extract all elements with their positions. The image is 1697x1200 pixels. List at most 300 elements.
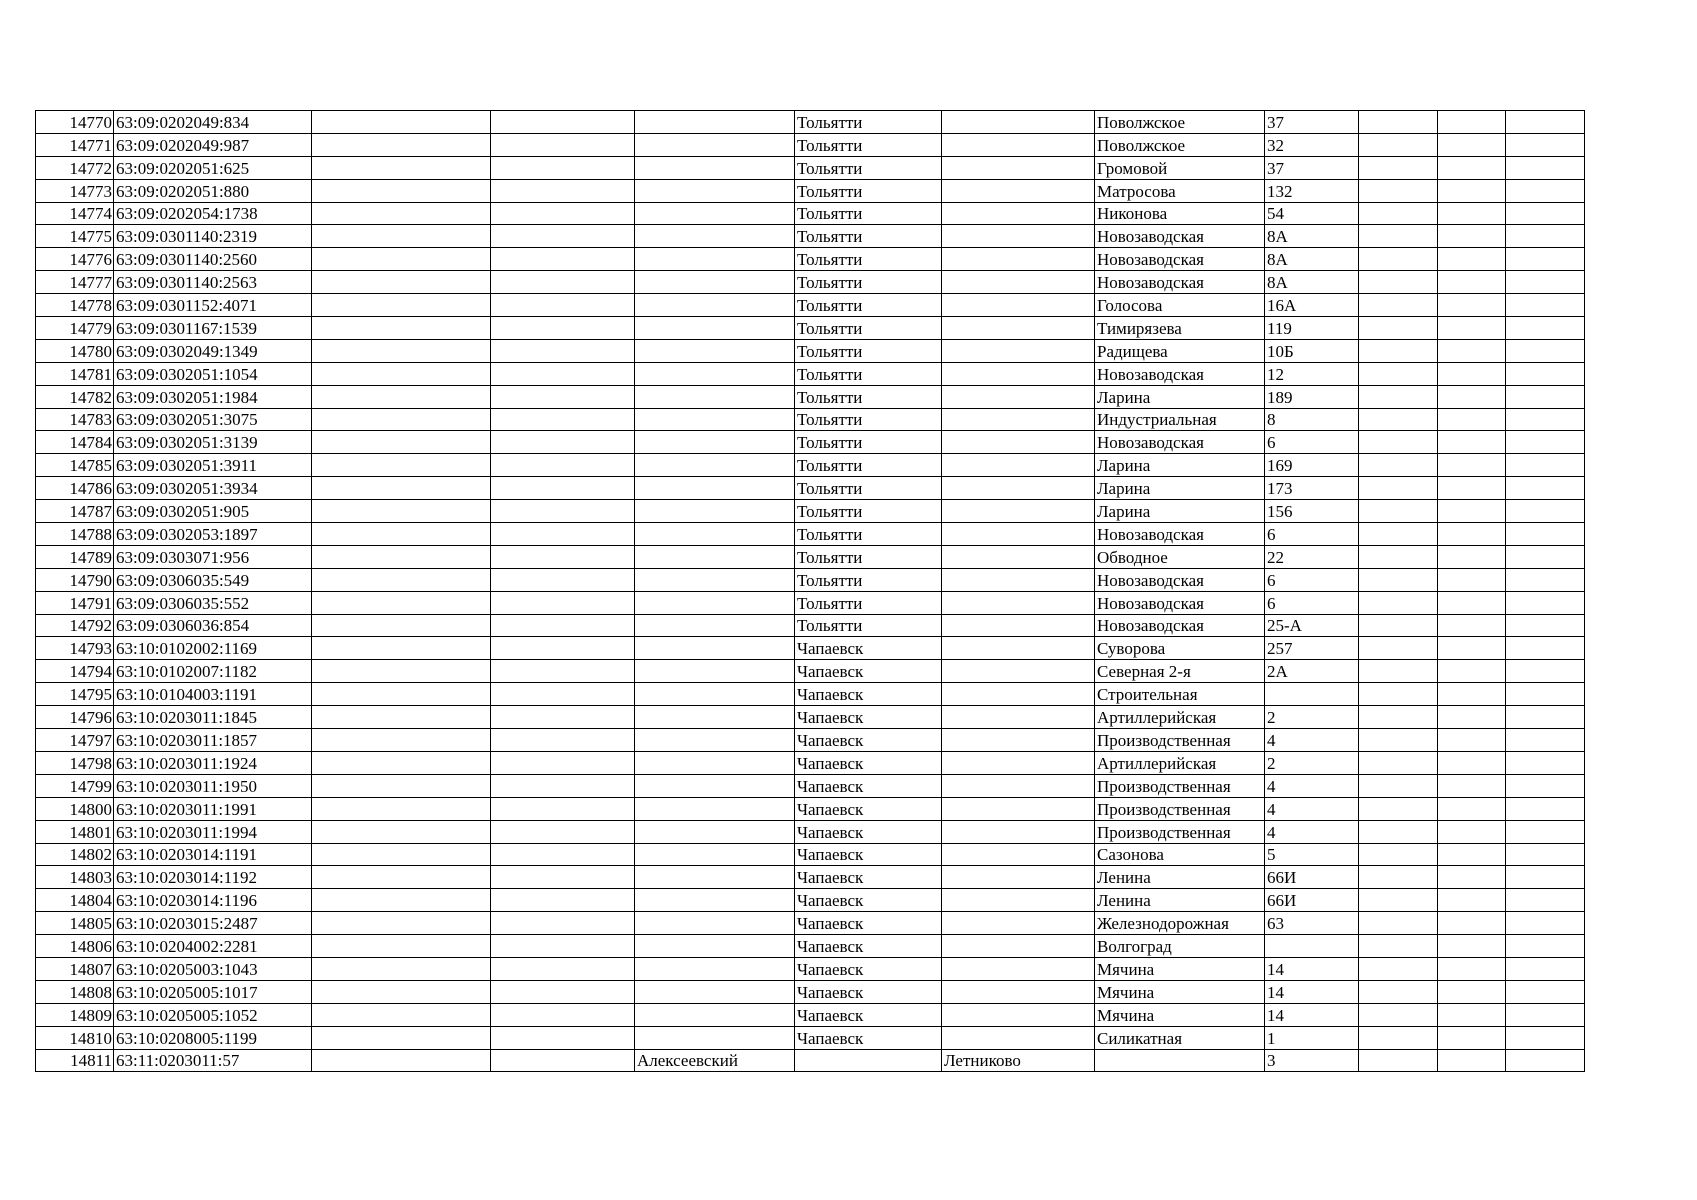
row-number-cell: 14773: [36, 179, 114, 202]
table-row: [36, 843, 1585, 866]
locality-cell: [942, 111, 1095, 134]
table-row: [36, 385, 1585, 408]
col-4-cell: [491, 957, 635, 980]
col-10-cell: [1359, 431, 1438, 454]
city-cell: Чапаевск: [795, 889, 942, 912]
col-10-cell: [1359, 706, 1438, 729]
col-10-cell: [1359, 111, 1438, 134]
house-number-cell: 8А: [1265, 271, 1359, 294]
col-10-cell: [1359, 523, 1438, 546]
street-cell: Производственная: [1095, 820, 1265, 843]
col-10-cell: [1359, 202, 1438, 225]
col-11-cell: [1438, 454, 1506, 477]
col-4-cell: [491, 1026, 635, 1049]
district-cell: [635, 133, 795, 156]
row-number-cell: 14796: [36, 706, 114, 729]
city-cell: Чапаевск: [795, 774, 942, 797]
row-number-cell: 14801: [36, 820, 114, 843]
city-cell: Чапаевск: [795, 980, 942, 1003]
col-10-cell: [1359, 500, 1438, 523]
cadastral-number-cell: 63:10:0104003:1191: [114, 683, 312, 706]
row-number-cell: 14811: [36, 1049, 114, 1072]
col-3-cell: [312, 797, 491, 820]
row-number-cell: 14770: [36, 111, 114, 134]
row-number-cell: 14802: [36, 843, 114, 866]
col-12-cell: [1506, 751, 1585, 774]
cadastral-number-cell: 63:09:0301140:2563: [114, 271, 312, 294]
col-10-cell: [1359, 614, 1438, 637]
city-cell: Тольятти: [795, 225, 942, 248]
col-4-cell: [491, 225, 635, 248]
col-10-cell: [1359, 889, 1438, 912]
col-10-cell: [1359, 385, 1438, 408]
col-12-cell: [1506, 774, 1585, 797]
col-4-cell: [491, 362, 635, 385]
col-10-cell: [1359, 751, 1438, 774]
city-cell: Тольятти: [795, 248, 942, 271]
cadastral-number-cell: 63:10:0203011:1924: [114, 751, 312, 774]
locality-cell: [942, 797, 1095, 820]
col-3-cell: [312, 523, 491, 546]
city-cell: Чапаевск: [795, 706, 942, 729]
col-4-cell: [491, 317, 635, 340]
table-row: [36, 568, 1585, 591]
house-number-cell: 6: [1265, 568, 1359, 591]
cadastral-number-cell: 63:09:0302051:3075: [114, 408, 312, 431]
col-12-cell: [1506, 523, 1585, 546]
col-4-cell: [491, 385, 635, 408]
row-number-cell: 14791: [36, 591, 114, 614]
district-cell: [635, 660, 795, 683]
city-cell: Чапаевск: [795, 729, 942, 752]
col-12-cell: [1506, 202, 1585, 225]
table-row: [36, 248, 1585, 271]
col-4-cell: [491, 774, 635, 797]
house-number-cell: 2: [1265, 706, 1359, 729]
col-3-cell: [312, 431, 491, 454]
city-cell: Тольятти: [795, 111, 942, 134]
col-3-cell: [312, 935, 491, 958]
col-11-cell: [1438, 774, 1506, 797]
locality-cell: [942, 980, 1095, 1003]
table-row: [36, 637, 1585, 660]
col-11-cell: [1438, 202, 1506, 225]
col-4-cell: [491, 1049, 635, 1072]
cadastral-number-cell: 63:09:0302051:1984: [114, 385, 312, 408]
city-cell: Чапаевск: [795, 797, 942, 820]
table-row: [36, 957, 1585, 980]
col-4-cell: [491, 729, 635, 752]
col-10-cell: [1359, 683, 1438, 706]
col-4-cell: [491, 431, 635, 454]
col-4-cell: [491, 660, 635, 683]
locality-cell: [942, 706, 1095, 729]
table-row: [36, 820, 1585, 843]
col-3-cell: [312, 477, 491, 500]
col-3-cell: [312, 820, 491, 843]
city-cell: Тольятти: [795, 431, 942, 454]
col-10-cell: [1359, 133, 1438, 156]
col-10-cell: [1359, 156, 1438, 179]
col-3-cell: [312, 545, 491, 568]
district-cell: [635, 500, 795, 523]
col-3-cell: [312, 111, 491, 134]
col-12-cell: [1506, 889, 1585, 912]
col-3-cell: [312, 683, 491, 706]
row-number-cell: 14793: [36, 637, 114, 660]
district-cell: [635, 706, 795, 729]
district-cell: [635, 912, 795, 935]
col-4-cell: [491, 912, 635, 935]
city-cell: Тольятти: [795, 385, 942, 408]
table-row: [36, 797, 1585, 820]
row-number-cell: 14807: [36, 957, 114, 980]
col-11-cell: [1438, 523, 1506, 546]
house-number-cell: 257: [1265, 637, 1359, 660]
col-10-cell: [1359, 660, 1438, 683]
district-cell: [635, 362, 795, 385]
house-number-cell: 6: [1265, 591, 1359, 614]
row-number-cell: 14776: [36, 248, 114, 271]
col-10-cell: [1359, 866, 1438, 889]
house-number-cell: 132: [1265, 179, 1359, 202]
district-cell: [635, 248, 795, 271]
house-number-cell: 3: [1265, 1049, 1359, 1072]
city-cell: Тольятти: [795, 568, 942, 591]
cadastral-number-cell: 63:09:0202049:834: [114, 111, 312, 134]
col-4-cell: [491, 614, 635, 637]
district-cell: [635, 545, 795, 568]
row-number-cell: 14778: [36, 294, 114, 317]
col-12-cell: [1506, 820, 1585, 843]
street-cell: Тимирязева: [1095, 317, 1265, 340]
house-number-cell: 16А: [1265, 294, 1359, 317]
cadastral-number-cell: 63:10:0203011:1991: [114, 797, 312, 820]
city-cell: Чапаевск: [795, 751, 942, 774]
house-number-cell: 63: [1265, 912, 1359, 935]
col-4-cell: [491, 637, 635, 660]
locality-cell: [942, 339, 1095, 362]
table-row: [36, 1003, 1585, 1026]
table-row: [36, 889, 1585, 912]
cadastral-number-cell: 63:09:0302051:3139: [114, 431, 312, 454]
col-4-cell: [491, 271, 635, 294]
district-cell: [635, 774, 795, 797]
col-10-cell: [1359, 820, 1438, 843]
locality-cell: [942, 294, 1095, 317]
street-cell: Ленина: [1095, 889, 1265, 912]
col-11-cell: [1438, 225, 1506, 248]
house-number-cell: 189: [1265, 385, 1359, 408]
row-number-cell: 14800: [36, 797, 114, 820]
table-row: [36, 477, 1585, 500]
house-number-cell: 10Б: [1265, 339, 1359, 362]
col-11-cell: [1438, 339, 1506, 362]
col-3-cell: [312, 225, 491, 248]
table-row: [36, 317, 1585, 340]
locality-cell: [942, 202, 1095, 225]
col-3-cell: [312, 133, 491, 156]
col-12-cell: [1506, 408, 1585, 431]
street-cell: Матросова: [1095, 179, 1265, 202]
col-10-cell: [1359, 248, 1438, 271]
col-10-cell: [1359, 957, 1438, 980]
row-number-cell: 14797: [36, 729, 114, 752]
table-row: [36, 339, 1585, 362]
house-number-cell: 5: [1265, 843, 1359, 866]
row-number-cell: 14809: [36, 1003, 114, 1026]
district-cell: [635, 935, 795, 958]
col-12-cell: [1506, 866, 1585, 889]
col-10-cell: [1359, 454, 1438, 477]
col-11-cell: [1438, 820, 1506, 843]
district-cell: [635, 591, 795, 614]
table-row: [36, 133, 1585, 156]
col-10-cell: [1359, 1026, 1438, 1049]
cadastral-number-cell: 63:10:0203011:1857: [114, 729, 312, 752]
col-11-cell: [1438, 912, 1506, 935]
cadastral-number-cell: 63:09:0306035:549: [114, 568, 312, 591]
row-number-cell: 14789: [36, 545, 114, 568]
col-3-cell: [312, 889, 491, 912]
street-cell: Производственная: [1095, 729, 1265, 752]
col-3-cell: [312, 980, 491, 1003]
street-cell: [1095, 1049, 1265, 1072]
col-10-cell: [1359, 729, 1438, 752]
cadastral-number-cell: 63:10:0208005:1199: [114, 1026, 312, 1049]
cadastral-number-cell: 63:10:0102007:1182: [114, 660, 312, 683]
locality-cell: [942, 774, 1095, 797]
district-cell: [635, 637, 795, 660]
row-number-cell: 14808: [36, 980, 114, 1003]
col-11-cell: [1438, 706, 1506, 729]
col-11-cell: [1438, 660, 1506, 683]
street-cell: Строительная: [1095, 683, 1265, 706]
cadastral-number-cell: 63:10:0205003:1043: [114, 957, 312, 980]
col-4-cell: [491, 935, 635, 958]
col-12-cell: [1506, 271, 1585, 294]
locality-cell: [942, 385, 1095, 408]
col-12-cell: [1506, 591, 1585, 614]
district-cell: [635, 477, 795, 500]
col-12-cell: [1506, 225, 1585, 248]
locality-cell: [942, 156, 1095, 179]
cadastral-number-cell: 63:10:0205005:1017: [114, 980, 312, 1003]
locality-cell: [942, 133, 1095, 156]
col-10-cell: [1359, 980, 1438, 1003]
city-cell: Тольятти: [795, 408, 942, 431]
col-12-cell: [1506, 935, 1585, 958]
house-number-cell: 22: [1265, 545, 1359, 568]
cadastral-number-cell: 63:09:0306036:854: [114, 614, 312, 637]
street-cell: Северная 2-я: [1095, 660, 1265, 683]
cadastral-number-cell: 63:09:0301152:4071: [114, 294, 312, 317]
city-cell: Чапаевск: [795, 957, 942, 980]
col-10-cell: [1359, 591, 1438, 614]
street-cell: Ларина: [1095, 385, 1265, 408]
cadastral-number-cell: 63:11:0203011:57: [114, 1049, 312, 1072]
locality-cell: [942, 912, 1095, 935]
city-cell: Тольятти: [795, 156, 942, 179]
col-3-cell: [312, 1049, 491, 1072]
cadastral-number-cell: 63:09:0302051:3911: [114, 454, 312, 477]
house-number-cell: 4: [1265, 797, 1359, 820]
col-3-cell: [312, 500, 491, 523]
cadastral-number-cell: 63:10:0205005:1052: [114, 1003, 312, 1026]
house-number-cell: 66И: [1265, 889, 1359, 912]
district-cell: [635, 523, 795, 546]
row-number-cell: 14805: [36, 912, 114, 935]
table-row: [36, 111, 1585, 134]
city-cell: Тольятти: [795, 133, 942, 156]
district-cell: [635, 271, 795, 294]
cadastral-number-cell: 63:09:0202054:1738: [114, 202, 312, 225]
street-cell: Новозаводская: [1095, 431, 1265, 454]
col-11-cell: [1438, 980, 1506, 1003]
col-11-cell: [1438, 729, 1506, 752]
row-number-cell: 14771: [36, 133, 114, 156]
col-12-cell: [1506, 133, 1585, 156]
col-12-cell: [1506, 706, 1585, 729]
locality-cell: [942, 660, 1095, 683]
house-number-cell: [1265, 935, 1359, 958]
street-cell: Новозаводская: [1095, 614, 1265, 637]
cadastral-number-cell: 63:10:0203014:1196: [114, 889, 312, 912]
col-4-cell: [491, 706, 635, 729]
table-row: [36, 545, 1585, 568]
col-12-cell: [1506, 637, 1585, 660]
col-11-cell: [1438, 362, 1506, 385]
city-cell: Чапаевск: [795, 637, 942, 660]
table-row: [36, 156, 1585, 179]
col-3-cell: [312, 774, 491, 797]
table-row: [36, 866, 1585, 889]
col-11-cell: [1438, 111, 1506, 134]
street-cell: Новозаводская: [1095, 362, 1265, 385]
district-cell: [635, 179, 795, 202]
city-cell: [795, 1049, 942, 1072]
table-row: [36, 774, 1585, 797]
district-cell: [635, 751, 795, 774]
city-cell: Чапаевск: [795, 1003, 942, 1026]
table-row: [36, 500, 1585, 523]
street-cell: Суворова: [1095, 637, 1265, 660]
col-4-cell: [491, 294, 635, 317]
col-4-cell: [491, 408, 635, 431]
col-11-cell: [1438, 500, 1506, 523]
street-cell: Новозаводская: [1095, 248, 1265, 271]
col-11-cell: [1438, 1049, 1506, 1072]
street-cell: Производственная: [1095, 774, 1265, 797]
col-10-cell: [1359, 179, 1438, 202]
col-11-cell: [1438, 385, 1506, 408]
city-cell: Тольятти: [795, 271, 942, 294]
street-cell: Артиллерийская: [1095, 706, 1265, 729]
row-number-cell: 14784: [36, 431, 114, 454]
district-cell: [635, 797, 795, 820]
street-cell: Силикатная: [1095, 1026, 1265, 1049]
table-row: [36, 591, 1585, 614]
city-cell: Тольятти: [795, 591, 942, 614]
city-cell: Чапаевск: [795, 935, 942, 958]
row-number-cell: 14790: [36, 568, 114, 591]
district-cell: [635, 568, 795, 591]
col-3-cell: [312, 317, 491, 340]
street-cell: Новозаводская: [1095, 591, 1265, 614]
col-11-cell: [1438, 683, 1506, 706]
col-3-cell: [312, 614, 491, 637]
district-cell: [635, 957, 795, 980]
locality-cell: [942, 179, 1095, 202]
col-11-cell: [1438, 1026, 1506, 1049]
col-12-cell: [1506, 500, 1585, 523]
locality-cell: [942, 408, 1095, 431]
table-row: [36, 1049, 1585, 1072]
district-cell: [635, 820, 795, 843]
col-11-cell: [1438, 317, 1506, 340]
col-10-cell: [1359, 271, 1438, 294]
city-cell: Чапаевск: [795, 912, 942, 935]
district-cell: [635, 156, 795, 179]
col-3-cell: [312, 660, 491, 683]
col-12-cell: [1506, 980, 1585, 1003]
col-11-cell: [1438, 568, 1506, 591]
cadastral-number-cell: 63:09:0303071:956: [114, 545, 312, 568]
row-number-cell: 14783: [36, 408, 114, 431]
street-cell: Новозаводская: [1095, 523, 1265, 546]
col-12-cell: [1506, 179, 1585, 202]
district-cell: [635, 294, 795, 317]
table-row: [36, 431, 1585, 454]
cadastral-number-cell: 63:10:0203011:1950: [114, 774, 312, 797]
col-11-cell: [1438, 935, 1506, 958]
house-number-cell: 12: [1265, 362, 1359, 385]
row-number-cell: 14772: [36, 156, 114, 179]
district-cell: [635, 317, 795, 340]
house-number-cell: 169: [1265, 454, 1359, 477]
house-number-cell: 14: [1265, 957, 1359, 980]
col-11-cell: [1438, 1003, 1506, 1026]
col-11-cell: [1438, 271, 1506, 294]
table-row: [36, 362, 1585, 385]
cadastral-number-cell: 63:10:0203011:1994: [114, 820, 312, 843]
table-row: [36, 706, 1585, 729]
table-row: [36, 980, 1585, 1003]
locality-cell: [942, 614, 1095, 637]
house-number-cell: 6: [1265, 523, 1359, 546]
cadastral-number-cell: 63:09:0301167:1539: [114, 317, 312, 340]
street-cell: Голосова: [1095, 294, 1265, 317]
col-11-cell: [1438, 294, 1506, 317]
col-12-cell: [1506, 568, 1585, 591]
street-cell: Сазонова: [1095, 843, 1265, 866]
col-11-cell: [1438, 156, 1506, 179]
locality-cell: [942, 545, 1095, 568]
col-3-cell: [312, 156, 491, 179]
locality-cell: [942, 271, 1095, 294]
col-12-cell: [1506, 362, 1585, 385]
row-number-cell: 14786: [36, 477, 114, 500]
table-row: [36, 660, 1585, 683]
col-10-cell: [1359, 912, 1438, 935]
street-cell: Новозаводская: [1095, 271, 1265, 294]
col-4-cell: [491, 866, 635, 889]
street-cell: Производственная: [1095, 797, 1265, 820]
col-12-cell: [1506, 111, 1585, 134]
col-4-cell: [491, 820, 635, 843]
locality-cell: [942, 591, 1095, 614]
locality-cell: [942, 248, 1095, 271]
